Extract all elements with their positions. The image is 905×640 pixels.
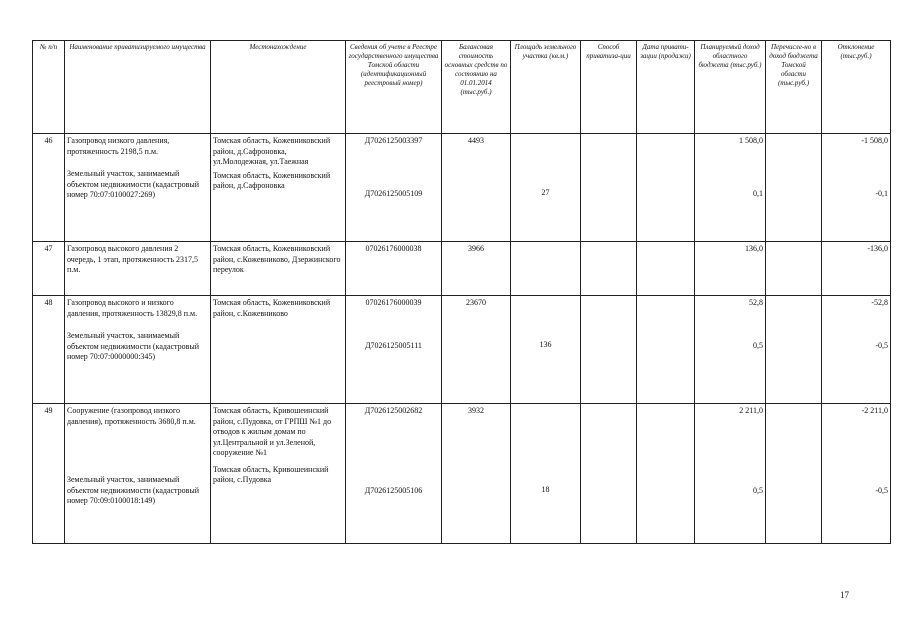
transferred-cell xyxy=(766,242,822,296)
item-deviation: -136,0 xyxy=(822,242,891,296)
item-name: Земельный участок, занимаемый объектом недвижимости (кадастровый номер 70:07:0100027:269) xyxy=(67,169,200,199)
item-location: Томская область, Кожевниковский район, д.Сафроновка xyxy=(213,170,331,190)
item-planned-income: 0,1 xyxy=(753,188,763,198)
date-cell xyxy=(637,134,695,242)
row-number: 49 xyxy=(33,404,65,544)
method-cell xyxy=(581,242,637,296)
item-registry-number: 07026176000038 xyxy=(346,242,442,296)
registry-cell xyxy=(346,134,442,242)
area-cell xyxy=(511,134,581,242)
col-header-location: Местонахождение xyxy=(211,41,346,134)
deviation-cell xyxy=(822,296,891,404)
item-planned-income: 0,5 xyxy=(753,340,763,350)
transferred-cell xyxy=(766,296,822,404)
planned-income-cell xyxy=(695,404,766,544)
table-row-46 xyxy=(33,134,891,242)
row-number: 47 xyxy=(33,242,65,296)
item-deviation: -0,5 xyxy=(875,485,888,495)
area-cell xyxy=(511,296,581,404)
method-cell xyxy=(581,134,637,242)
item-location: Томская область, Кривошеинский район, с.Пудовка, от ГРПШ №1 до отводов к жилым домам по ул.Центральной и ул.Зеленой, сооружение №1 xyxy=(213,406,332,457)
header-row xyxy=(33,41,891,134)
item-registry-number: 07026176000039 xyxy=(365,298,422,307)
item-area: 136 xyxy=(539,340,552,349)
planned-income-cell xyxy=(695,296,766,404)
transferred-cell xyxy=(766,404,822,544)
item-planned-income: 52,8 xyxy=(749,298,763,307)
item-name: Земельный участок, занимаемый объектом недвижимости (кадастровый номер 70:07:0000000:345) xyxy=(67,331,200,361)
name-cell xyxy=(65,134,211,242)
col-header-number: № п/п xyxy=(33,41,65,134)
item-deviation: -2 211,0 xyxy=(861,406,888,415)
method-cell xyxy=(581,296,637,404)
row-number: 46 xyxy=(33,134,65,242)
name-cell xyxy=(65,296,211,404)
col-header-transferred: Перечисле-но в доход бюджета Томской области (тыс.руб.) xyxy=(766,41,822,134)
item-deviation: -52,8 xyxy=(871,298,888,307)
table-row-48 xyxy=(33,296,891,404)
row-number: 48 xyxy=(33,296,65,404)
registry-cell xyxy=(346,296,442,404)
item-balance: 3966 xyxy=(442,242,511,296)
col-header-name: Наименование приватизируемого имущества xyxy=(65,41,211,134)
balance-cell xyxy=(442,404,511,544)
area-cell xyxy=(511,404,581,544)
item-deviation: -0,1 xyxy=(875,188,888,198)
col-header-date: Дата привати-зации (продажи) xyxy=(637,41,695,134)
location-cell xyxy=(211,134,346,242)
transferred-cell xyxy=(766,134,822,242)
registry-cell xyxy=(346,404,442,544)
deviation-cell xyxy=(822,134,891,242)
location-cell xyxy=(211,296,346,404)
balance-cell xyxy=(442,134,511,242)
item-registry-number: Д7026125005109 xyxy=(364,188,423,198)
col-header-area: Площадь земельного участка (кв.м.) xyxy=(511,41,581,134)
date-cell xyxy=(637,404,695,544)
method-cell xyxy=(581,404,637,544)
item-name: Сооружение (газопровод низкого давления), протяженность 3680,8 п.м. xyxy=(67,406,196,426)
item-location: Томская область, Кривошеинский район, с.Пудовка xyxy=(213,464,329,484)
item-deviation: -1 508,0 xyxy=(861,136,888,145)
item-planned-income: 2 211,0 xyxy=(739,406,763,415)
planned-income-cell xyxy=(695,134,766,242)
item-name: Газопровод высокого давления 2 очередь, 1 этап, протяженность 2317,5 п.м. xyxy=(65,242,211,296)
item-location: Томская область, Кожевниковский район, д.Сафроновка, ул.Молодежная, ул.Таежная xyxy=(213,136,331,166)
name-cell xyxy=(65,404,211,544)
item-planned-income: 136,0 xyxy=(695,242,766,296)
col-header-deviation: Отклонение (тыс.руб.) xyxy=(822,41,891,134)
location-cell xyxy=(211,404,346,544)
item-registry-number: Д7026125003397 xyxy=(364,136,423,145)
col-header-balance: Балансовая стоимость основных средств по состоянию на 01.01.2014 (тыс.руб.) xyxy=(442,41,511,134)
privatization-table xyxy=(32,40,891,544)
item-balance: 3932 xyxy=(468,406,484,415)
item-balance: 23670 xyxy=(466,298,486,307)
item-name: Газопровод высокого и низкого давления, протяженность 13829,8 п.м. xyxy=(67,298,198,318)
col-header-method: Способ приватиза-ции xyxy=(581,41,637,134)
deviation-cell xyxy=(822,404,891,544)
item-registry-number: Д7026125002682 xyxy=(364,406,423,415)
item-area: 18 xyxy=(541,485,550,494)
date-cell xyxy=(637,296,695,404)
col-header-planned-income: Планируемый доход областного бюджета (тыс.руб.) xyxy=(695,41,766,134)
item-deviation: -0,5 xyxy=(875,340,888,350)
item-registry-number: Д7026125005111 xyxy=(365,340,422,350)
item-name: Земельный участок, занимаемый объектом недвижимости (кадастровый номер 70:09:0100018:149) xyxy=(67,475,200,505)
item-location: Томская область, Кожевниковский район, с.Кожевниково, Дзержинского переулок xyxy=(211,242,346,296)
page-number: 17 xyxy=(840,590,849,600)
table-row-47 xyxy=(33,242,891,296)
balance-cell xyxy=(442,296,511,404)
item-name: Газопровод низкого давления, протяженность 2198,5 п.м. xyxy=(67,136,170,156)
item-balance: 4493 xyxy=(468,136,484,145)
item-registry-number: Д7026125005106 xyxy=(364,485,423,495)
item-area: 27 xyxy=(541,188,550,197)
item-planned-income: 0,5 xyxy=(753,485,763,495)
table-row-49 xyxy=(33,404,891,544)
col-header-registry: Сведения об учете в Реестре государственного имущества Томской области (идентификационный реестровый номер) xyxy=(346,41,442,134)
area-cell xyxy=(511,242,581,296)
date-cell xyxy=(637,242,695,296)
item-planned-income: 1 508,0 xyxy=(739,136,763,145)
item-location: Томская область, Кожевниковский район, с.Кожевниково xyxy=(213,298,331,318)
